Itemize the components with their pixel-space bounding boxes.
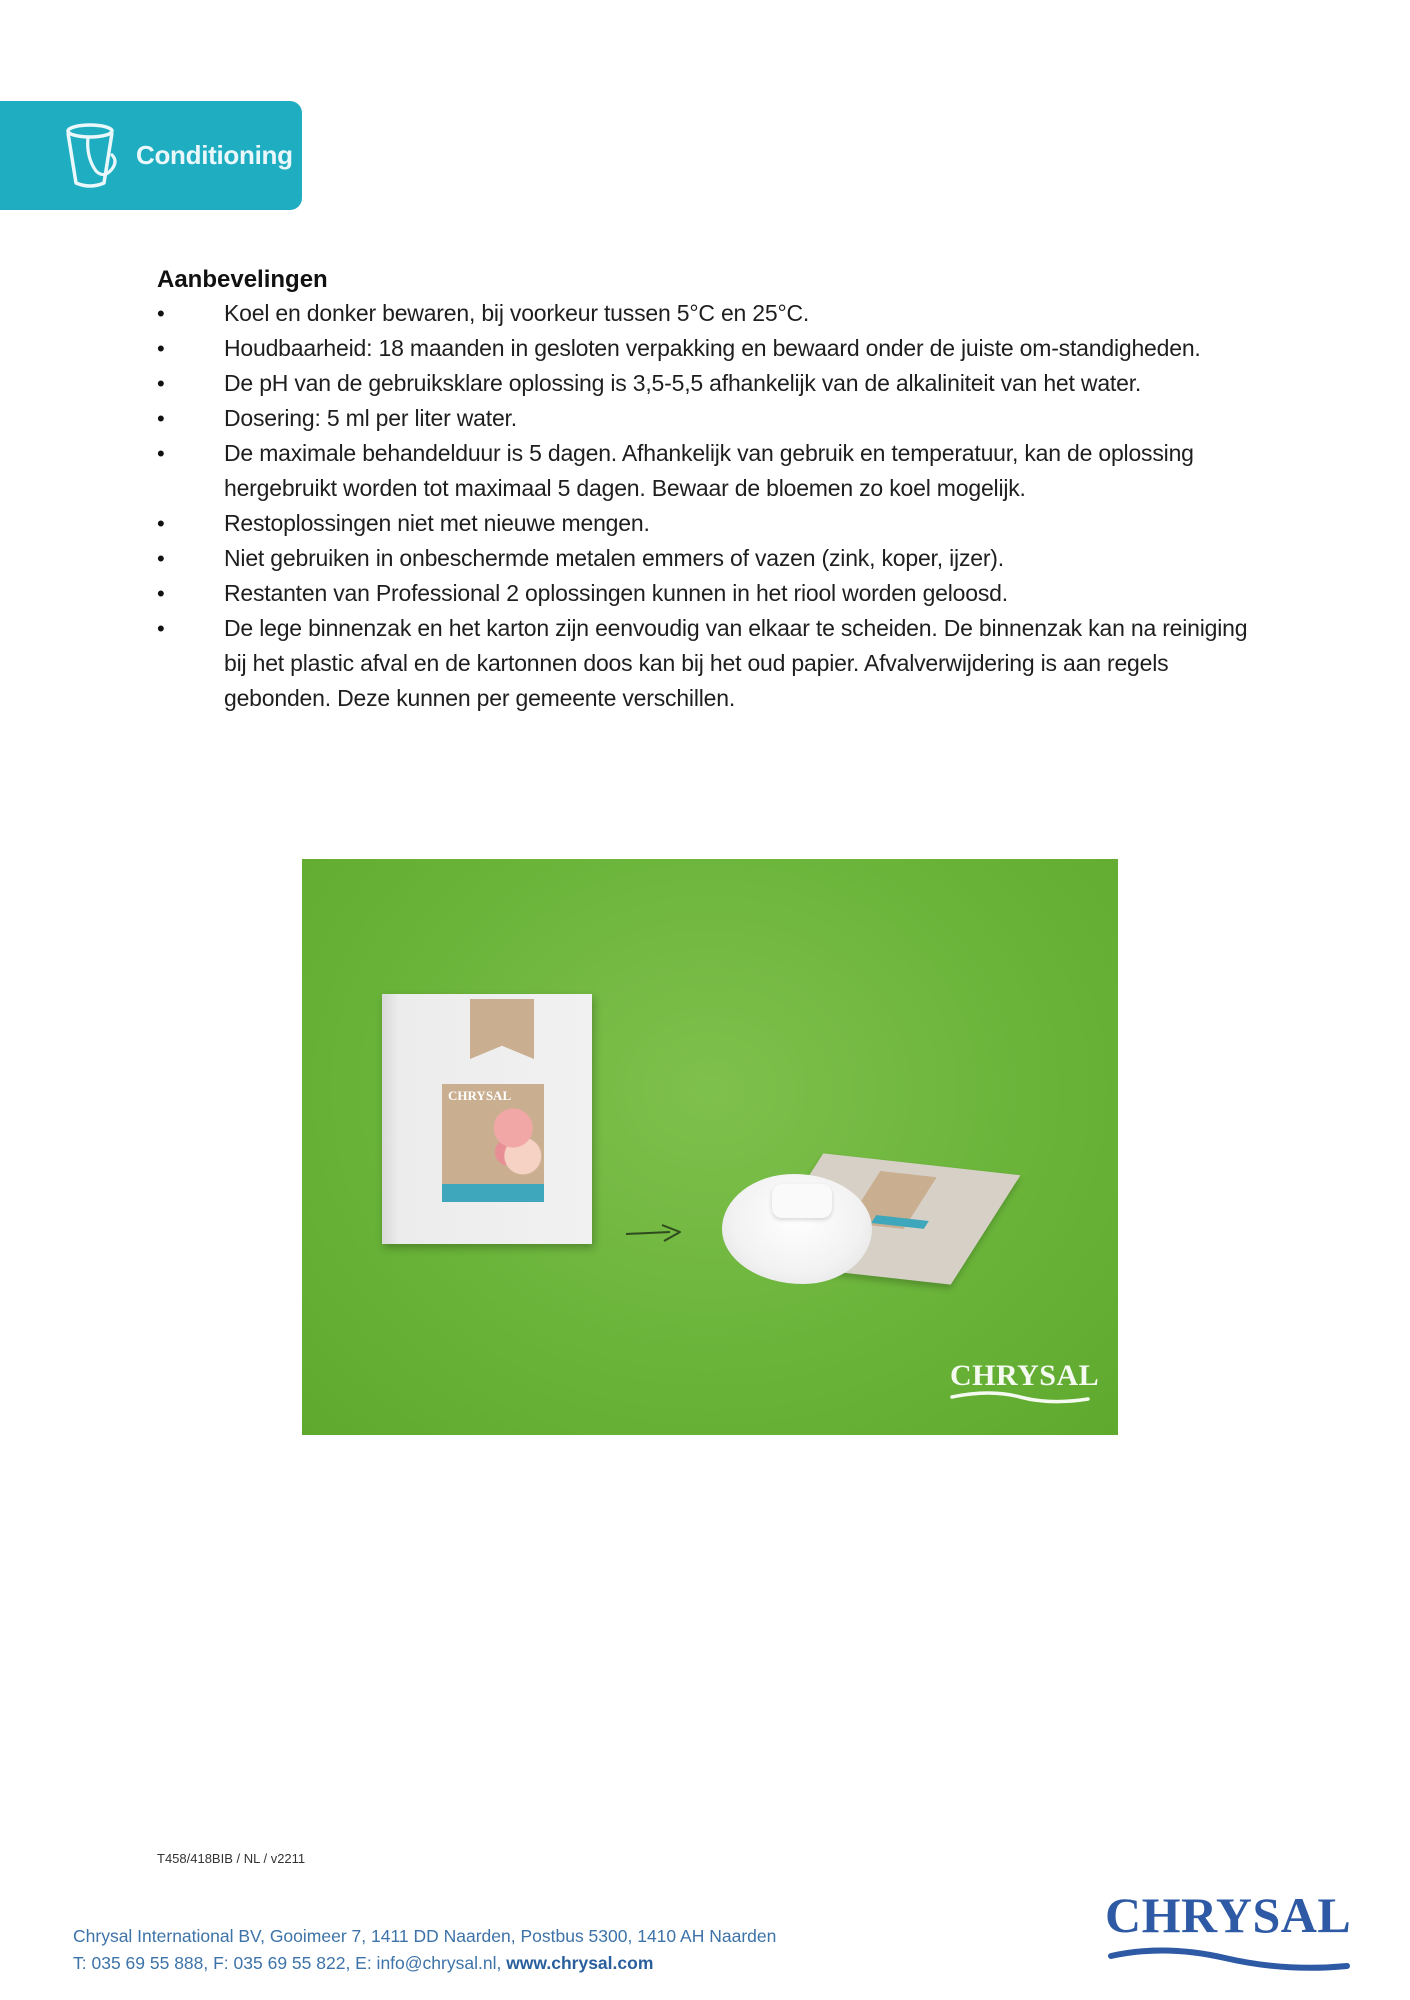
- section-tab-conditioning: [0, 101, 302, 210]
- ribbon-label: [470, 999, 534, 1059]
- product-label: [442, 1084, 544, 1202]
- recommendations-list: [157, 296, 1307, 716]
- list-item-text: Restanten van Professional 2 oplossingen kunnen in het riool worden geloosd.: [224, 580, 1008, 606]
- bullet-icon: •: [157, 546, 165, 571]
- box-brand: CHRYSAL: [448, 1088, 512, 1103]
- list-item: [157, 611, 1307, 716]
- list-item-text: Houdbaarheid: 18 maanden in gesloten verpakking en bewaard onder de juiste om-standigheden.: [224, 335, 1201, 361]
- list-item: [157, 331, 1307, 366]
- bullet-icon: •: [157, 371, 165, 396]
- list-item-text: Restoplossingen niet met nieuwe mengen.: [224, 510, 650, 536]
- list-item: [157, 366, 1307, 401]
- list-item-text: Niet gebruiken in onbeschermde metalen emmers of vazen (zink, koper, ijzer).: [224, 545, 1004, 571]
- logo-swoosh-icon: [950, 1359, 1090, 1409]
- recommendations-section: [157, 264, 1307, 716]
- list-item-text: Koel en donker bewaren, bij voorkeur tussen 5°C en 25°C.: [224, 300, 810, 326]
- list-item: [157, 296, 1307, 331]
- product-photo: [302, 859, 1118, 1435]
- footer-contact: T: 035 69 55 888, F: 035 69 55 822, E: info@chrysal.nl,: [73, 1953, 507, 1973]
- recommendations-heading: Aanbevelingen: [157, 266, 328, 293]
- bag-in-box-package: [382, 994, 592, 1244]
- chrysal-logo: [1105, 1886, 1350, 1976]
- photo-chrysal-logo: [950, 1359, 1100, 1409]
- photo-logo-text: CHRYSAL: [950, 1359, 1100, 1392]
- bucket-icon: [62, 121, 124, 193]
- bullet-icon: •: [157, 616, 165, 641]
- list-item-text: Dosering: 5 ml per liter water.: [224, 405, 517, 431]
- list-item: [157, 541, 1307, 576]
- footer-logo-text: CHRYSAL: [1105, 1887, 1352, 1943]
- flowers-image: [494, 1104, 542, 1184]
- list-item-text: De maximale behandelduur is 5 dagen. Afhankelijk van gebruik en temperatuur, kan de oplossing hergebruikt worden tot maximaal 5 dagen. Bewaar de bloemen zo koel mogelijk.: [224, 440, 1194, 501]
- label-strip: [442, 1184, 544, 1202]
- document-code: T458/418BIB / NL / v2211: [157, 1851, 306, 1866]
- logo-swoosh-icon: [1105, 1886, 1350, 1976]
- website-link[interactable]: www.chrysal.com: [506, 1953, 654, 1973]
- list-item-text: De lege binnenzak en het karton zijn eenvoudig van elkaar te scheiden. De binnenzak kan na reiniging bij het plastic afval en de kartonnen doos kan bij het oud papier. Afvalverwijdering is aan regels gebonden. Deze kunnen per gemeente verschillen.: [224, 615, 1248, 711]
- bullet-icon: •: [157, 336, 165, 361]
- list-item: [157, 436, 1307, 506]
- list-item-text: De pH van de gebruiksklare oplossing is 3,5-5,5 afhankelijk van de alkaliniteit van het water.: [224, 370, 1142, 396]
- separated-bag-and-carton: [722, 1154, 1002, 1294]
- arrow-right-icon: [624, 1221, 684, 1245]
- section-tab-label: Conditioning: [136, 140, 293, 170]
- list-item: [157, 401, 1307, 436]
- footer-line-1: Chrysal International BV, Gooimeer 7, 1411 DD Naarden, Postbus 5300, 1410 AH Naarden: [73, 1926, 777, 1946]
- bullet-icon: •: [157, 406, 165, 431]
- bullet-icon: •: [157, 581, 165, 606]
- list-item: [157, 576, 1307, 611]
- bullet-icon: •: [157, 441, 165, 466]
- footer-address: [73, 1923, 776, 1977]
- bullet-icon: •: [157, 301, 165, 326]
- list-item: [157, 506, 1307, 541]
- bag-cap: [772, 1184, 832, 1218]
- bullet-icon: •: [157, 511, 165, 536]
- footer-line-2: [73, 1950, 776, 1977]
